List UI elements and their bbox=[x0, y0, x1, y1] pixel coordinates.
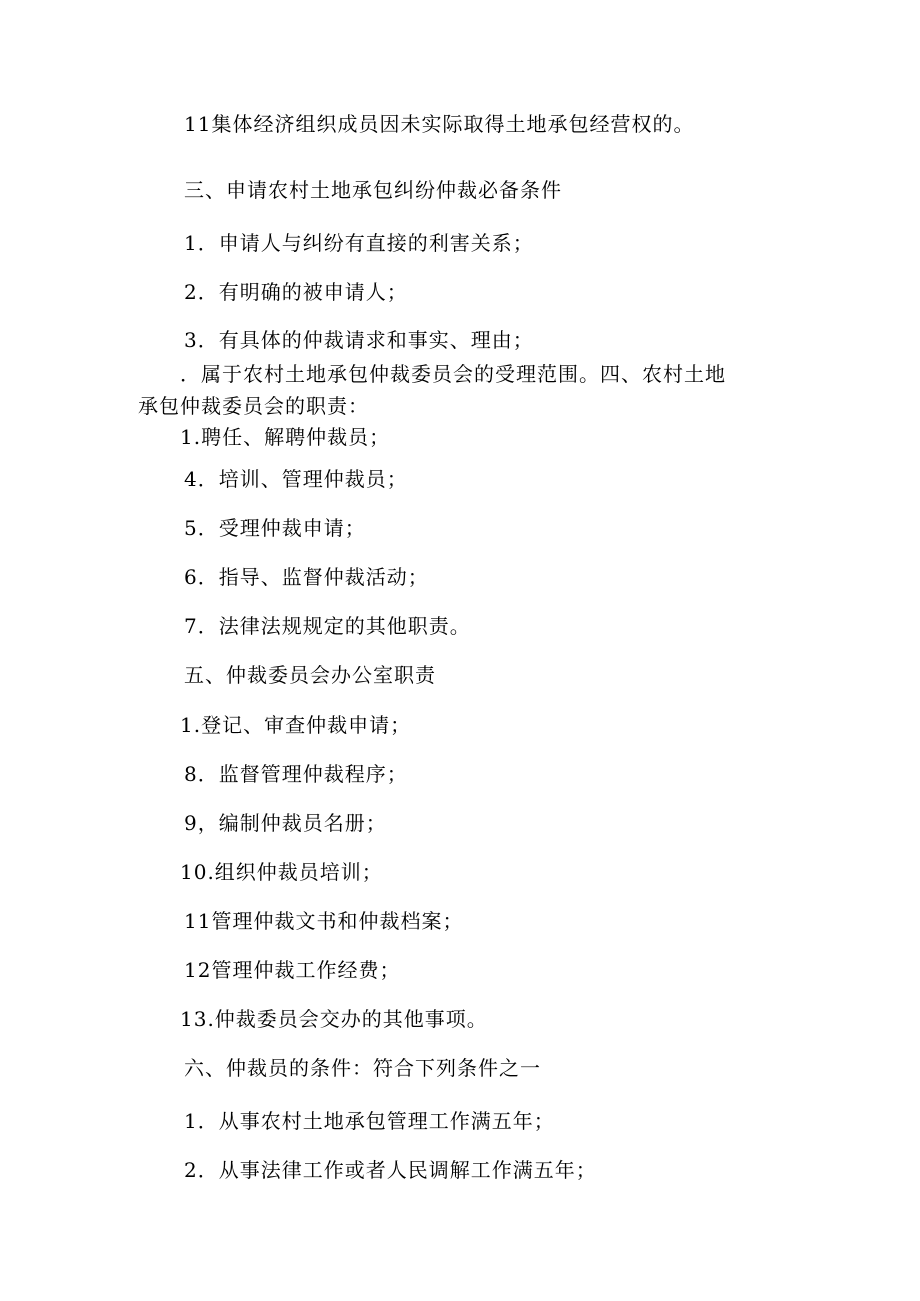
text-line-22: 1．从事农村土地承包管理工作满五年； bbox=[184, 1109, 555, 1133]
text-line-16: 9，编制仲裁员名册； bbox=[184, 811, 387, 835]
text-line-12: 7．法律法规规定的其他职责。 bbox=[184, 614, 471, 638]
text-line-15: 8．监督管理仲裁程序； bbox=[184, 762, 408, 786]
text-line-17: 10.组织仲裁员培训； bbox=[180, 860, 383, 884]
text-line-19: 12管理仲裁工作经费； bbox=[184, 958, 401, 982]
text-line-3: 1．申请人与纠纷有直接的利害关系； bbox=[184, 231, 534, 255]
text-line-18: 11管理仲裁文书和仲裁档案； bbox=[184, 909, 464, 933]
text-line-1: 11集体经济组织成员因未实际取得土地承包经营权的。 bbox=[184, 112, 695, 136]
text-line-5: 3．有具体的仲裁请求和事实、理由； bbox=[184, 328, 534, 352]
text-line-23: 2．从事法律工作或者人民调解工作满五年； bbox=[184, 1158, 597, 1182]
text-line-8: 1.聘任、解聘仲裁员； bbox=[180, 425, 391, 449]
section-heading-3: 三、申请农村土地承包纠纷仲裁必备条件 bbox=[184, 178, 562, 202]
text-line-10: 5．受理仲裁申请； bbox=[184, 516, 366, 540]
section-heading-6: 六、仲裁员的条件：符合下列条件之一 bbox=[184, 1056, 541, 1080]
text-line-7: 承包仲裁委员会的职责： bbox=[138, 394, 369, 418]
text-line-4: 2．有明确的被申请人； bbox=[184, 280, 408, 304]
text-line-14: 1.登记、审查仲裁申请； bbox=[180, 713, 412, 737]
text-line-9: 4．培训、管理仲裁员； bbox=[184, 467, 408, 491]
text-line-20: 13.仲裁委员会交办的其他事项。 bbox=[180, 1007, 488, 1031]
text-line-6: ．属于农村土地承包仲裁委员会的受理范围。四、农村土地 bbox=[180, 362, 726, 386]
text-line-11: 6．指导、监督仲裁活动； bbox=[184, 565, 429, 589]
section-heading-5: 五、仲裁委员会办公室职责 bbox=[184, 663, 436, 687]
